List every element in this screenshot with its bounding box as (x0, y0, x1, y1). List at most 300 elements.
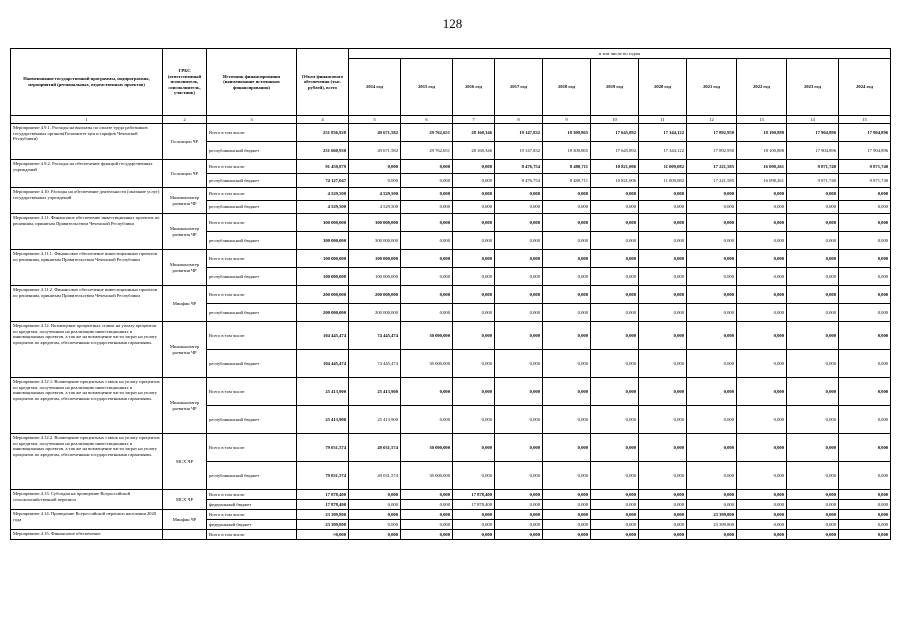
year-value-cell: 0,000 (839, 214, 891, 232)
year-value-cell: 17 878,400 (453, 500, 495, 510)
year-value-cell: 0,000 (687, 188, 737, 201)
year-value-cell: 0,000 (737, 434, 787, 462)
source-cell: Всего в том числе: (207, 188, 297, 201)
grbs-cell: МСХ ЧР (163, 490, 207, 510)
year-value-cell: 0,000 (453, 378, 495, 406)
year-value-cell: 0,000 (591, 214, 639, 232)
year-value-cell: 18 100,888 (737, 142, 787, 160)
year-value-cell: 0,000 (787, 250, 839, 268)
year-value-cell: 17 645,892 (591, 124, 639, 142)
year-value-cell: 0,000 (687, 214, 737, 232)
year-value-cell: 0,000 (495, 322, 543, 350)
year-value-cell: 0,000 (591, 434, 639, 462)
year-value-cell: 0,000 (639, 350, 687, 378)
year-value-cell: 0,000 (787, 304, 839, 322)
grbs-cell (163, 530, 207, 540)
column-index: 14 (787, 116, 839, 124)
year-value-cell: 0,000 (401, 286, 453, 304)
year-value-cell: 0,000 (639, 322, 687, 350)
table-row (11, 378, 891, 406)
year-value-cell: 0,000 (737, 462, 787, 490)
year-value-cell: 0,000 (401, 530, 453, 540)
year-value-cell: 0,000 (401, 490, 453, 500)
year-value-cell: 0,000 (349, 520, 401, 530)
year-value-cell: 17 904,896 (787, 142, 839, 160)
year-value-cell: 0,000 (737, 214, 787, 232)
year-value-cell: 0,000 (495, 304, 543, 322)
year-value-cell: 0,000 (839, 490, 891, 500)
year-value-cell: 0,000 (543, 322, 591, 350)
year-value-cell: 0,000 (787, 188, 839, 201)
year-value-cell: 9 871,740 (839, 174, 891, 188)
year-value-cell: 0,000 (787, 286, 839, 304)
year-value-cell: 0,000 (453, 530, 495, 540)
year-value-cell: 9 871,740 (787, 160, 839, 174)
year-value-cell: 74 445,474 (349, 350, 401, 378)
column-index: 6 (401, 116, 453, 124)
table-row (11, 434, 891, 462)
header-program: Наименование государственной программы, подпрограммы, мероприятий (региональных, ведомственных проектов) (11, 49, 163, 116)
year-value-cell: 0,000 (737, 304, 787, 322)
year-value-cell: 0,000 (349, 510, 401, 520)
total-cell: 100 000,000 (297, 250, 349, 268)
year-value-cell: 0,000 (737, 250, 787, 268)
year-value-cell: 74 445,474 (349, 322, 401, 350)
year-value-cell: 0,000 (639, 520, 687, 530)
header-grbs: ГРБС (ответственный исполнитель, соисполнитель, участник) (163, 49, 207, 116)
year-value-cell: 0,000 (591, 510, 639, 520)
total-cell: 23 399,800 (297, 510, 349, 520)
year-value-cell: 4 529,500 (349, 188, 401, 201)
total-cell: 300 000,000 (297, 214, 349, 232)
year-value-cell: 0,000 (639, 490, 687, 500)
total-cell: 300 000,000 (297, 232, 349, 250)
header-year: 2016 год (453, 59, 495, 116)
year-value-cell: 0,000 (839, 232, 891, 250)
header-source: Источник финансирования (наименование источников финансирования) (207, 49, 297, 116)
year-value-cell: 0,000 (591, 322, 639, 350)
total-cell: 4 529,500 (297, 188, 349, 201)
year-value-cell: 0,000 (543, 188, 591, 201)
year-value-cell: 0,000 (495, 350, 543, 378)
header-year: 2017 год (495, 59, 543, 116)
total-cell: 25 413,900 (297, 378, 349, 406)
table-row (11, 286, 891, 304)
year-value-cell: 0,000 (495, 286, 543, 304)
year-value-cell: 0,000 (401, 160, 453, 174)
year-value-cell: 0,000 (639, 500, 687, 510)
source-cell: республиканский бюджет (207, 201, 297, 214)
year-value-cell: 0,000 (787, 434, 839, 462)
year-value-cell: 8 480,711 (543, 160, 591, 174)
year-value-cell: 100 000,000 (349, 268, 401, 286)
year-value-cell: 0,000 (591, 250, 639, 268)
total-cell: 79 031,574 (297, 462, 349, 490)
total-cell: ≈0,000 (297, 530, 349, 540)
source-cell: республиканский бюджет (207, 350, 297, 378)
activity-name: Мероприятие 4.12.2. Возмещение процентных ставок на уплату процентов по кредитам, полученным на реализацию инвестиционных и инновационных проектов, а так же на возмещение части затрат на уплату процентов по кредитам, обеспеченным государственными гарантиями. (11, 434, 163, 490)
year-value-cell: 100 000,000 (349, 250, 401, 268)
year-value-cell: 0,000 (453, 160, 495, 174)
year-value-cell: 0,000 (787, 350, 839, 378)
year-value-cell: 0,000 (401, 174, 453, 188)
year-value-cell: 0,000 (839, 304, 891, 322)
year-value-cell: 0,000 (639, 201, 687, 214)
source-cell: Всего в том числе: (207, 124, 297, 142)
year-value-cell: 49 031,574 (349, 434, 401, 462)
year-value-cell: 0,000 (839, 462, 891, 490)
column-index: 11 (639, 116, 687, 124)
year-value-cell: 0,000 (687, 250, 737, 268)
year-value-cell: 0,000 (839, 434, 891, 462)
source-cell: Всего в том числе: (207, 250, 297, 268)
activity-name: Мероприятие 4.9.2. Расходы на обеспечение функций государственных учреждений (11, 160, 163, 188)
year-value-cell: 0,000 (495, 490, 543, 500)
year-value-cell: 0,000 (737, 406, 787, 434)
year-value-cell: 0,000 (453, 214, 495, 232)
grbs-cell: Минэкономтер развития ЧР (163, 322, 207, 378)
year-value-cell: 0,000 (737, 520, 787, 530)
column-index: 8 (495, 116, 543, 124)
year-value-cell: 0,000 (453, 520, 495, 530)
year-value-cell: 0,000 (401, 201, 453, 214)
year-value-cell: 0,000 (839, 250, 891, 268)
year-value-cell: 0,000 (639, 530, 687, 540)
year-value-cell: 0,000 (639, 214, 687, 232)
activity-name: Мероприятие 4.13. Субсидия на проведение Всероссийской сельскохозяйственной переписи (11, 490, 163, 510)
year-value-cell: 0,000 (687, 268, 737, 286)
year-value-cell: 0,000 (787, 268, 839, 286)
year-value-cell: 17 645,892 (591, 142, 639, 160)
total-cell: 79 031,574 (297, 434, 349, 462)
year-value-cell: 29 762,651 (401, 124, 453, 142)
year-value-cell: 0,000 (543, 530, 591, 540)
year-value-cell: 0,000 (787, 490, 839, 500)
grbs-cell: Минфин ЧР (163, 510, 207, 530)
source-cell: федеральный бюджет (207, 500, 297, 510)
year-value-cell: 0,000 (543, 500, 591, 510)
year-value-cell: 0,000 (737, 500, 787, 510)
year-value-cell: 0,000 (839, 378, 891, 406)
year-value-cell: 0,000 (687, 304, 737, 322)
year-value-cell: 0,000 (639, 406, 687, 434)
activity-name: Мероприятие 4.11.1. Финансовое обеспечение инвестиционных проектов по решениям, принятым Правительством Чеченской Республики (11, 250, 163, 286)
year-value-cell: 0,000 (839, 520, 891, 530)
table-row (11, 530, 891, 540)
year-value-cell: 0,000 (349, 160, 401, 174)
year-value-cell: 0,000 (639, 268, 687, 286)
year-value-cell: 0,000 (495, 268, 543, 286)
year-value-cell: 0,000 (591, 201, 639, 214)
year-value-cell: 0,000 (737, 510, 787, 520)
year-value-cell: 0,000 (639, 378, 687, 406)
table-row (11, 322, 891, 350)
column-index: 2 (163, 116, 207, 124)
year-value-cell: 18 100,888 (737, 124, 787, 142)
total-cell: 251 660,930 (297, 142, 349, 160)
year-value-cell: 8 480,711 (543, 174, 591, 188)
year-value-cell: 30 000,000 (401, 434, 453, 462)
year-value-cell: 16 098,261 (737, 160, 787, 174)
year-value-cell: 0,000 (687, 201, 737, 214)
year-value-cell: 0,000 (787, 322, 839, 350)
year-value-cell: 0,000 (737, 188, 787, 201)
year-value-cell: 0,000 (453, 201, 495, 214)
year-value-cell: 0,000 (687, 406, 737, 434)
year-value-cell: 11 009,082 (639, 160, 687, 174)
source-cell: республиканский бюджет (207, 232, 297, 250)
source-cell: Всего в том числе: (207, 160, 297, 174)
year-value-cell: 0,000 (787, 530, 839, 540)
year-value-cell: 0,000 (639, 232, 687, 250)
year-value-cell: 0,000 (839, 510, 891, 520)
year-value-cell: 0,000 (543, 201, 591, 214)
year-value-cell: 0,000 (453, 232, 495, 250)
year-value-cell: 25 413,900 (349, 406, 401, 434)
year-value-cell: 29 762,651 (401, 142, 453, 160)
year-value-cell: 0,000 (401, 510, 453, 520)
activity-name: Мероприятие 4.12.1. Возмещение процентных ставок на уплату процентов по кредитам, полученным на реализацию инвестиционных и инновационных проектов, а так же на возмещение части затрат на уплату процентов по кредитам, обеспеченным государственными гарантиями. (11, 378, 163, 434)
year-value-cell: 0,000 (591, 500, 639, 510)
activity-name: Мероприятие 4.14. Проведение Всероссийской переписи населения 2020 года (11, 510, 163, 530)
year-value-cell: 0,000 (495, 434, 543, 462)
activity-name: Мероприятие 4.15. Финансовое обеспечение (11, 530, 163, 540)
year-value-cell: 0,000 (543, 286, 591, 304)
year-value-cell: 300 000,000 (349, 232, 401, 250)
year-value-cell: 0,000 (839, 530, 891, 540)
total-cell: 91 450,879 (297, 160, 349, 174)
year-value-cell: 9 871,740 (839, 160, 891, 174)
year-value-cell: 0,000 (401, 304, 453, 322)
source-cell: Всего в том числе: (207, 378, 297, 406)
year-value-cell: 0,000 (787, 510, 839, 520)
year-value-cell: 0,000 (787, 462, 839, 490)
total-cell: 4 529,500 (297, 201, 349, 214)
table-row (11, 490, 891, 500)
year-value-cell: 0,000 (687, 434, 737, 462)
year-value-cell: 0,000 (591, 462, 639, 490)
table-row (11, 188, 891, 201)
year-value-cell: 0,000 (453, 322, 495, 350)
table-row (11, 250, 891, 268)
total-cell: 74 127,047 (297, 174, 349, 188)
activity-name: Мероприятие 4.10. Расходы на обеспечение деятельности (оказание услуг) государственных учреждений (11, 188, 163, 214)
page-number: 128 (442, 16, 463, 31)
column-index: 13 (737, 116, 787, 124)
year-value-cell: 0,000 (591, 490, 639, 500)
year-value-cell: 0,000 (839, 406, 891, 434)
year-value-cell: 0,000 (591, 188, 639, 201)
year-value-cell: 0,000 (787, 500, 839, 510)
total-cell: 17 878,400 (297, 500, 349, 510)
source-cell: Всего в том числе: (207, 286, 297, 304)
total-cell: 23 399,800 (297, 520, 349, 530)
source-cell: Всего в том числе: (207, 322, 297, 350)
source-cell: Всего в том числе: (207, 214, 297, 232)
header-year: 2015 год (401, 59, 453, 116)
year-value-cell: 0,000 (787, 214, 839, 232)
year-value-cell: 0,000 (401, 250, 453, 268)
year-value-cell: 0,000 (453, 188, 495, 201)
year-value-cell: 0,000 (543, 268, 591, 286)
year-value-cell: 23 399,800 (687, 520, 737, 530)
year-value-cell: 0,000 (737, 201, 787, 214)
budget-table (10, 48, 891, 540)
year-value-cell: 0,000 (349, 174, 401, 188)
year-value-cell: 0,000 (453, 406, 495, 434)
source-cell: Всего в том числе: (207, 434, 297, 462)
year-value-cell: 0,000 (543, 510, 591, 520)
year-value-cell: 0,000 (591, 530, 639, 540)
source-cell: Всего в том числе: (207, 490, 297, 500)
year-value-cell: 18 300,865 (543, 142, 591, 160)
year-value-cell: 0,000 (543, 434, 591, 462)
year-value-cell: 0,000 (687, 322, 737, 350)
year-value-cell: 0,000 (543, 250, 591, 268)
column-index: 15 (839, 116, 891, 124)
column-index: 7 (453, 116, 495, 124)
header-year: 2024 год (839, 59, 891, 116)
year-value-cell: 0,000 (737, 268, 787, 286)
year-value-cell: 17 221,585 (687, 174, 737, 188)
year-value-cell: 0,000 (453, 268, 495, 286)
grbs-cell: Минэкономтер развития ЧР (163, 214, 207, 250)
year-value-cell: 0,000 (401, 500, 453, 510)
year-value-cell: 0,000 (839, 350, 891, 378)
year-value-cell: 0,000 (839, 286, 891, 304)
year-value-cell: 0,000 (639, 188, 687, 201)
year-value-cell: 0,000 (543, 350, 591, 378)
year-value-cell: 0,000 (401, 378, 453, 406)
year-value-cell: 0,000 (687, 286, 737, 304)
source-cell: республиканский бюджет (207, 304, 297, 322)
year-value-cell: 19 147,832 (495, 124, 543, 142)
table-row (11, 124, 891, 142)
year-value-cell: 0,000 (495, 201, 543, 214)
year-value-cell: 0,000 (543, 406, 591, 434)
header-year: 2018 год (543, 59, 591, 116)
year-value-cell: 0,000 (453, 510, 495, 520)
table-row (11, 160, 891, 174)
total-cell: 200 000,000 (297, 304, 349, 322)
source-cell: республиканский бюджет (207, 462, 297, 490)
year-value-cell: 0,000 (495, 530, 543, 540)
year-value-cell: 30 000,000 (401, 322, 453, 350)
total-cell: 251 836,920 (297, 124, 349, 142)
year-value-cell: 0,000 (495, 188, 543, 201)
year-value-cell: 0,000 (401, 214, 453, 232)
table-row (11, 214, 891, 232)
grbs-cell: Госкомцен ЧР (163, 124, 207, 160)
header-year: 2021 год (687, 59, 737, 116)
header-year: 2020 год (639, 59, 687, 116)
column-index: 10 (591, 116, 639, 124)
year-value-cell: 0,000 (639, 250, 687, 268)
year-value-cell: 0,000 (839, 500, 891, 510)
year-value-cell: 25 413,900 (349, 378, 401, 406)
header-years-caption: в том числе по годам (349, 49, 891, 59)
year-value-cell: 0,000 (737, 378, 787, 406)
year-value-cell: 28 160,346 (453, 124, 495, 142)
year-value-cell: 0,000 (495, 520, 543, 530)
year-value-cell: 0,000 (591, 268, 639, 286)
column-index: 12 (687, 116, 737, 124)
year-value-cell: 17 344,122 (639, 124, 687, 142)
year-value-cell: 300 000,000 (349, 214, 401, 232)
column-index: 4 (297, 116, 349, 124)
year-value-cell: 0,000 (453, 350, 495, 378)
year-value-cell: 0,000 (543, 462, 591, 490)
grbs-cell: Минэкономтер развития ЧР (163, 188, 207, 214)
activity-name: Мероприятие 4.11. Финансовое обеспечение инвестиционных проектов по решениям, принятым Правительством Чеченской Республики (11, 214, 163, 250)
year-value-cell: 0,000 (787, 520, 839, 530)
column-index: 5 (349, 116, 401, 124)
year-value-cell: 0,000 (687, 350, 737, 378)
column-index: 9 (543, 116, 591, 124)
year-value-cell: 0,000 (453, 286, 495, 304)
source-cell: республиканский бюджет (207, 174, 297, 188)
year-value-cell: 0,000 (787, 378, 839, 406)
year-value-cell: 0,000 (737, 232, 787, 250)
year-value-cell: 0,000 (453, 250, 495, 268)
year-value-cell: 8 476,754 (495, 174, 543, 188)
year-value-cell: 0,000 (787, 232, 839, 250)
year-value-cell: 0,000 (737, 322, 787, 350)
year-value-cell: 11 009,082 (639, 174, 687, 188)
source-cell: Всего в том числе: (207, 510, 297, 520)
year-value-cell: 0,000 (839, 322, 891, 350)
year-value-cell: 17 904,896 (787, 124, 839, 142)
year-value-cell: 18 300,865 (543, 124, 591, 142)
year-value-cell: 0,000 (737, 286, 787, 304)
table-row (11, 510, 891, 520)
year-value-cell: 30 000,000 (401, 350, 453, 378)
grbs-cell: МСХ ЧР (163, 434, 207, 490)
year-value-cell: 0,000 (737, 350, 787, 378)
year-value-cell: 0,000 (737, 530, 787, 540)
activity-name: Мероприятие 4.9.1. Расходы на выплаты по оплате труда работников государственных органов(Госкомитет цен и тарифов Чеченской Республики) (11, 124, 163, 160)
year-value-cell: 8 476,754 (495, 160, 543, 174)
year-value-cell: 49 671,582 (349, 142, 401, 160)
year-value-cell: 0,000 (543, 232, 591, 250)
year-value-cell: 0,000 (687, 232, 737, 250)
year-value-cell: 23 399,800 (687, 510, 737, 520)
total-cell: 200 000,000 (297, 286, 349, 304)
year-value-cell: 0,000 (453, 174, 495, 188)
year-value-cell: 0,000 (787, 201, 839, 214)
year-value-cell: 0,000 (591, 520, 639, 530)
year-value-cell: 0,000 (349, 530, 401, 540)
year-value-cell: 0,000 (687, 490, 737, 500)
year-value-cell: 200 000,000 (349, 304, 401, 322)
year-value-cell: 0,000 (591, 286, 639, 304)
year-value-cell: 49 031,574 (349, 462, 401, 490)
year-value-cell: 0,000 (591, 304, 639, 322)
year-value-cell: 0,000 (495, 510, 543, 520)
year-value-cell: 0,000 (639, 434, 687, 462)
year-value-cell: 0,000 (839, 188, 891, 201)
column-index: 1 (11, 116, 163, 124)
year-value-cell: 0,000 (839, 268, 891, 286)
activity-name: Мероприятие 4.12. Возмещение процентных ставок на уплату процентов по кредитам, полученным на реализацию инвестиционных и инновационных проектов, а так же на возмещение части затрат на уплату процентов по кредитам, обеспеченным государственными гарантиями. (11, 322, 163, 378)
year-value-cell: 0,000 (495, 378, 543, 406)
year-value-cell: 0,000 (687, 500, 737, 510)
total-cell: 104 445,474 (297, 322, 349, 350)
total-cell: 17 878,400 (297, 490, 349, 500)
year-value-cell: 0,000 (495, 232, 543, 250)
year-value-cell: 0,000 (639, 286, 687, 304)
header-volume: Объем финансового обеспечения (тыс. рублей), всего (297, 49, 349, 116)
